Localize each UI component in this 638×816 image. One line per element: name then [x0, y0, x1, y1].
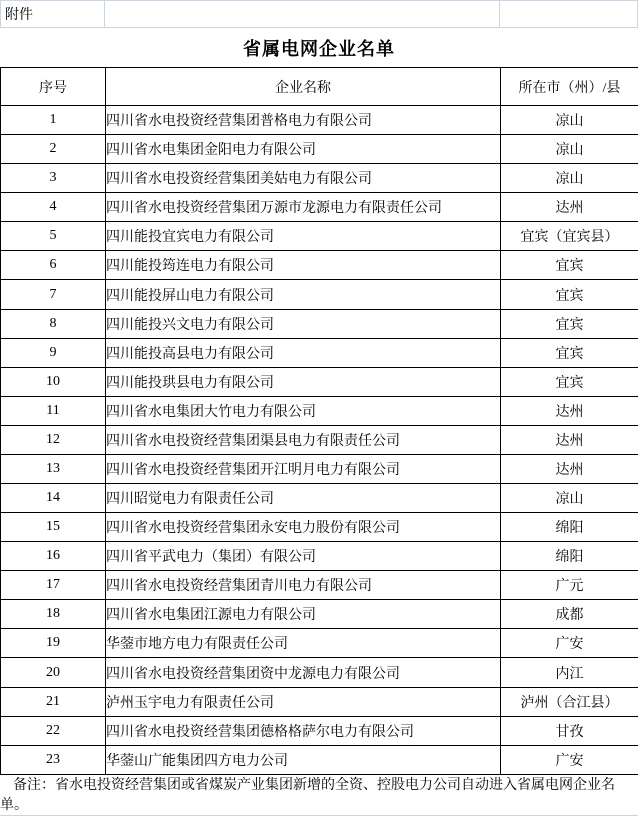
row-number-cell: 15 [1, 513, 106, 542]
row-number-cell: 4 [1, 193, 106, 222]
table-row [1, 716, 638, 745]
city-cell: 达州 [501, 425, 638, 454]
enterprise-name-cell: 四川能投高县电力有限公司 [106, 338, 501, 367]
row-number-cell: 5 [1, 222, 106, 251]
city-cell: 成都 [501, 600, 638, 629]
table-row [1, 309, 638, 338]
city-cell: 凉山 [501, 164, 638, 193]
enterprise-name-cell: 四川省水电集团金阳电力有限公司 [106, 135, 501, 164]
city-cell: 宜宾 [501, 309, 638, 338]
enterprise-name-cell: 四川能投屏山电力有限公司 [106, 280, 501, 309]
table-row [1, 222, 638, 251]
enterprise-name-cell: 四川省水电投资经营集团美姑电力有限公司 [106, 164, 501, 193]
city-cell: 绵阳 [501, 542, 638, 571]
enterprise-name-cell: 四川能投宜宾电力有限公司 [106, 222, 501, 251]
city-cell: 宜宾 [501, 367, 638, 396]
row-number-cell: 12 [1, 425, 106, 454]
table-header [1, 68, 638, 106]
enterprise-name-cell: 四川省水电投资经营集团万源市龙源电力有限责任公司 [106, 193, 501, 222]
table-row [1, 425, 638, 454]
enterprise-name-cell: 四川省水电投资经营集团德格格萨尔电力有限公司 [106, 716, 501, 745]
row-number-cell: 1 [1, 106, 106, 135]
row-number-cell: 21 [1, 687, 106, 716]
table-row [1, 600, 638, 629]
enterprise-name-cell: 四川省水电投资经营集团青川电力有限公司 [106, 571, 501, 600]
table-row [1, 513, 638, 542]
enterprise-name-cell: 四川昭觉电力有限责任公司 [106, 484, 501, 513]
enterprise-name-cell: 四川能投筠连电力有限公司 [106, 251, 501, 280]
row-number-cell: 7 [1, 280, 106, 309]
enterprise-name-cell: 四川省水电集团大竹电力有限公司 [106, 396, 501, 425]
city-cell: 宜宾（宜宾县） [501, 222, 638, 251]
enterprise-name-cell: 四川省水电投资经营集团普格电力有限公司 [106, 106, 501, 135]
page-title: 省属电网企业名单 [243, 38, 395, 59]
city-cell: 凉山 [501, 484, 638, 513]
row-number-cell: 9 [1, 338, 106, 367]
row-number-cell: 22 [1, 716, 106, 745]
attachment-label: 附件 [0, 1, 105, 27]
row-number-cell: 10 [1, 367, 106, 396]
city-cell: 达州 [501, 454, 638, 483]
table-row [1, 135, 638, 164]
attachment-empty-cell [105, 1, 500, 27]
city-cell: 内江 [501, 658, 638, 687]
table-body [1, 106, 638, 775]
enterprise-name-cell: 四川省水电投资经营集团渠县电力有限责任公司 [106, 425, 501, 454]
table-row [1, 251, 638, 280]
table-row [1, 687, 638, 716]
row-number-cell: 3 [1, 164, 106, 193]
row-number-cell: 16 [1, 542, 106, 571]
row-number-cell: 17 [1, 571, 106, 600]
table-row [1, 571, 638, 600]
enterprise-name-cell: 四川省水电投资经营集团资中龙源电力有限公司 [106, 658, 501, 687]
enterprise-name-cell: 四川能投兴文电力有限公司 [106, 309, 501, 338]
enterprise-name-cell: 四川省平武电力（集团）有限公司 [106, 542, 501, 571]
enterprise-name-cell: 四川省水电投资经营集团开江明月电力有限公司 [106, 454, 501, 483]
city-cell: 广元 [501, 571, 638, 600]
row-number-cell: 19 [1, 629, 106, 658]
row-number-cell: 8 [1, 309, 106, 338]
row-number-cell: 18 [1, 600, 106, 629]
row-number-cell: 20 [1, 658, 106, 687]
attachment-empty-cell [500, 1, 638, 27]
table-row [1, 193, 638, 222]
table-row [1, 396, 638, 425]
city-cell: 泸州（合江县） [501, 687, 638, 716]
row-number-cell: 23 [1, 745, 106, 774]
table-row [1, 367, 638, 396]
enterprise-name-cell: 华蓥市地方电力有限责任公司 [106, 629, 501, 658]
row-number-cell: 13 [1, 454, 106, 483]
table-row [1, 280, 638, 309]
table-row [1, 745, 638, 774]
table-row [1, 484, 638, 513]
city-cell: 凉山 [501, 106, 638, 135]
attachment-row [0, 0, 638, 28]
row-number-cell: 14 [1, 484, 106, 513]
column-header-no: 序号 [1, 68, 106, 106]
column-header-name: 企业名称 [106, 68, 501, 106]
enterprise-name-cell: 华蓥山广能集团四方电力公司 [106, 745, 501, 774]
city-cell: 宜宾 [501, 251, 638, 280]
footnote: 备注：省水电投资经营集团或省煤炭产业集团新增的全资、控股电力公司自动进入省属电网企业名单。 [0, 775, 638, 816]
city-cell: 甘孜 [501, 716, 638, 745]
table-row [1, 338, 638, 367]
enterprise-table [0, 67, 638, 775]
table-row [1, 106, 638, 135]
table-row [1, 164, 638, 193]
enterprise-name-cell: 四川能投珙县电力有限公司 [106, 367, 501, 396]
table-row [1, 542, 638, 571]
city-cell: 广安 [501, 745, 638, 774]
city-cell: 宜宾 [501, 280, 638, 309]
row-number-cell: 2 [1, 135, 106, 164]
table-row [1, 658, 638, 687]
enterprise-name-cell: 四川省水电集团江源电力有限公司 [106, 600, 501, 629]
table-row [1, 454, 638, 483]
city-cell: 达州 [501, 396, 638, 425]
city-cell: 达州 [501, 193, 638, 222]
row-number-cell: 6 [1, 251, 106, 280]
header-row [1, 68, 638, 106]
enterprise-name-cell: 泸州玉宇电力有限责任公司 [106, 687, 501, 716]
column-header-city: 所在市（州）/县 [501, 68, 638, 106]
row-number-cell: 11 [1, 396, 106, 425]
city-cell: 绵阳 [501, 513, 638, 542]
city-cell: 凉山 [501, 135, 638, 164]
city-cell: 宜宾 [501, 338, 638, 367]
enterprise-name-cell: 四川省水电投资经营集团永安电力股份有限公司 [106, 513, 501, 542]
table-row [1, 629, 638, 658]
city-cell: 广安 [501, 629, 638, 658]
